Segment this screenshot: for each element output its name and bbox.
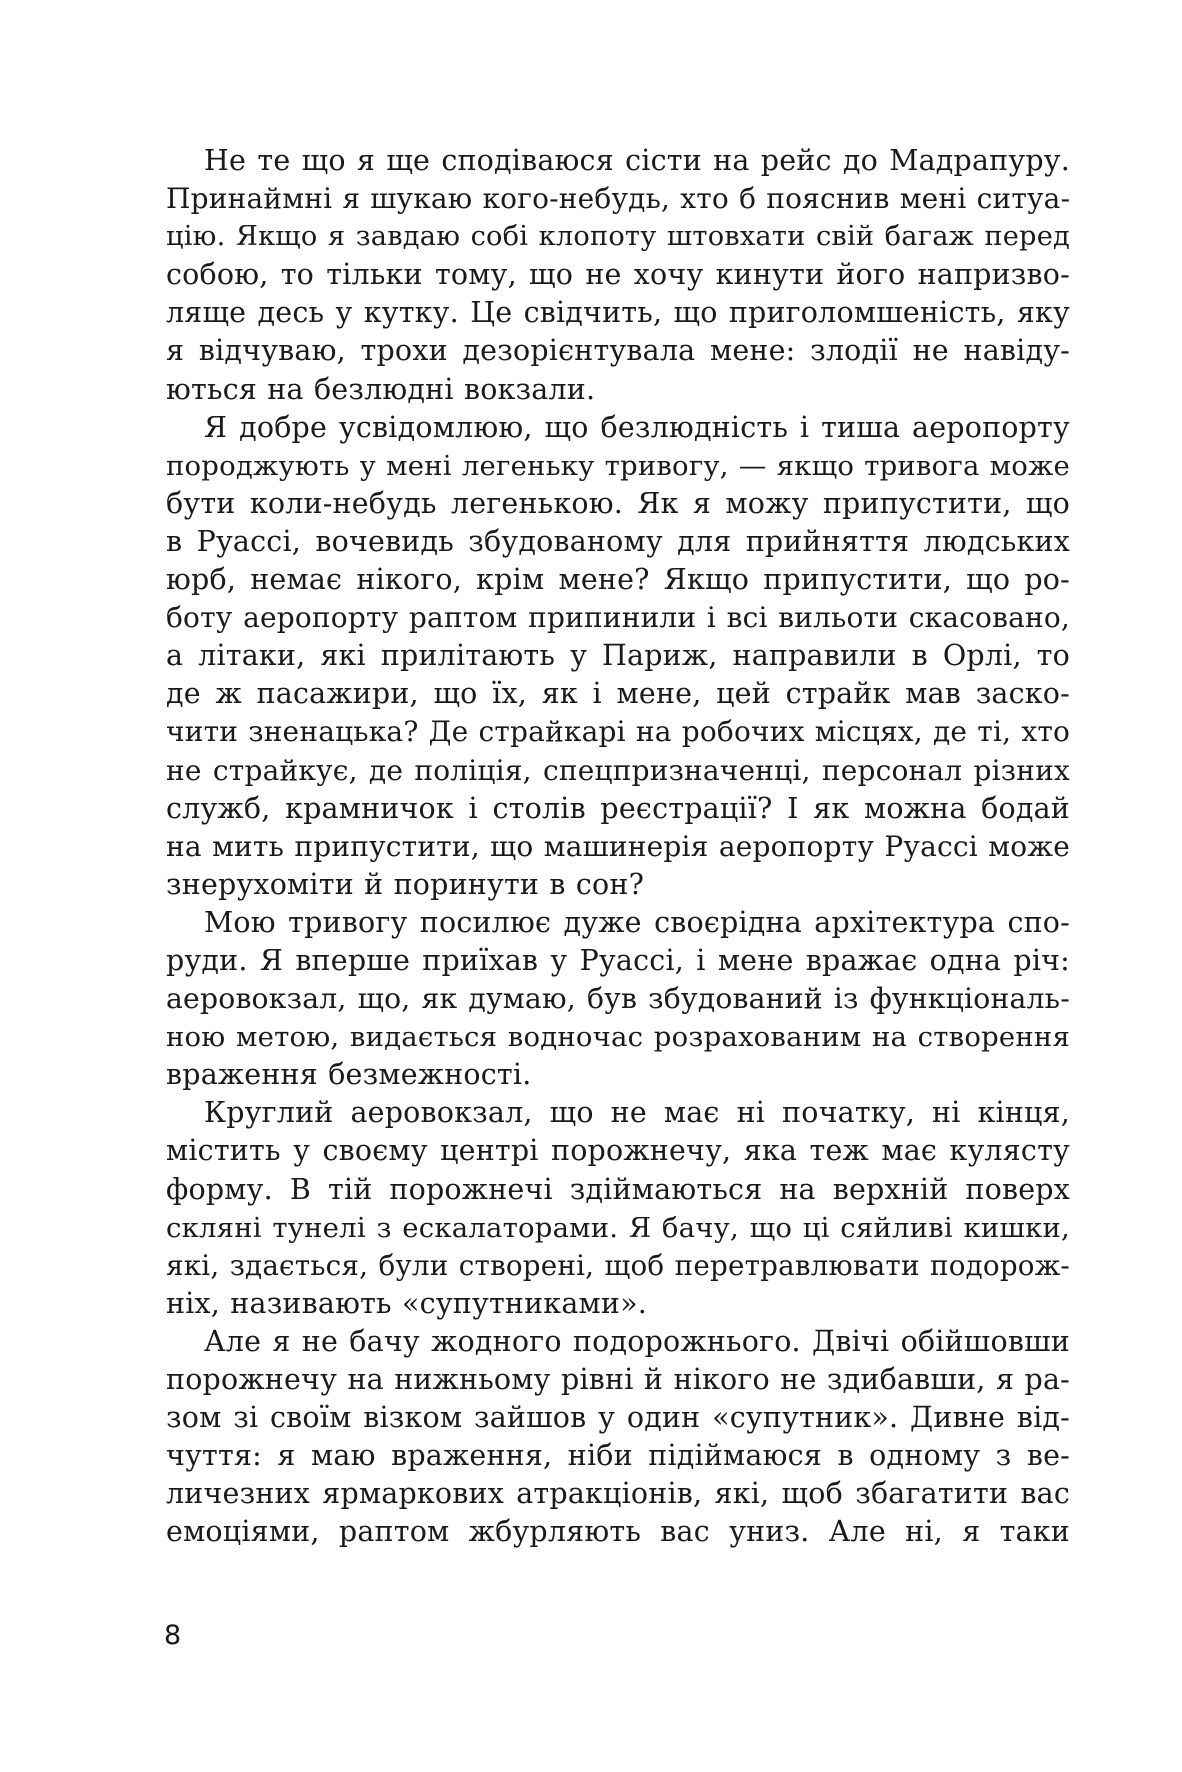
text-line: які, здається, були створені, щоб перетравлювати подорож- [166,1248,1070,1282]
text-line: Я добре усвідомлюю, що безлюдність і тиша аеропорту [204,410,1070,444]
text-line: містить у своєму центрі порожнечу, яка теж має кулясту [166,1134,1070,1168]
text-line: Але я не бачу жодного подорожнього. Двічі обійшовши [204,1324,1070,1358]
text-line: руди. Я вперше приїхав у Руассі, і мене вражає одна річ: [166,943,1070,977]
text-line: скляні тунелі з ескалаторами. Я бачу, що ці сяйливі кишки, [166,1211,1070,1244]
page-number: 8 [164,1620,182,1651]
text-line: чуття: я маю враження, ніби підіймаюся в одному з ве- [166,1439,1070,1473]
text-line: зом зі своїм візком зайшов у один «супутник». Дивне від- [166,1401,1070,1435]
text-line: ляще десь у кутку. Це свідчить, що приголомшеність, яку [166,296,1070,330]
text-line: Мою тривогу посилює дуже своєрідна архітектура спо- [204,905,1070,939]
text-line: де ж пасажири, що їх, як і мене, цей страйк мав заско- [166,677,1070,711]
text-line: я відчуваю, трохи дезорієнтувала мене: злодії не навіду- [166,334,1070,368]
text-line: боту аеропорту раптом припинили і всі вильоти скасовано, [166,601,1070,635]
body-text [166,142,1070,1551]
text-line: Принаймні я шукаю кого-небудь, хто б пояснив мені ситуа- [166,182,1071,216]
text-line: емоціями, раптом жбурляють вас униз. Але ні, я таки [166,1515,1070,1549]
text-line: порожнечу на нижньому рівні й нікого не здибавши, я ра- [166,1363,1070,1396]
text-line: а літаки, які прилітають у Париж, направили в Орлі, то [166,639,1070,673]
text-line: цію. Якщо я завдаю собі клопоту штовхати свій багаж перед [166,221,1070,253]
text-line: бути коли-небудь легенькою. Як я можу припустити, що [166,486,1070,520]
text-line: знерухоміти й поринути в сон? [166,867,645,901]
paragraph [166,142,1070,409]
paragraph [166,409,1070,904]
text-line: форму. В тій порожнечі здіймаються на верхній поверх [166,1172,1070,1206]
text-line: юрб, немає нікого, крім мене? Якщо припустити, що ро- [166,563,1070,597]
text-line: служб, крамничок і столів реєстрації? І як можна бодай [166,791,1070,825]
text-line: личезних ярмаркових атракціонів, які, щоб збагатити вас [166,1477,1070,1511]
text-line: аеровокзал, що, як думаю, був збудований із функціональ- [166,982,1070,1016]
text-line: ніх, називають «супутниками». [166,1286,647,1320]
text-line: Круглий аеровокзал, що не має ні початку, ні кінця, [204,1096,1070,1130]
paragraph [166,904,1070,1094]
text-line: породжують у мені легеньку тривогу, — якщо тривога може [166,449,1070,482]
text-line: на мить припустити, що машинерія аеропорту Руассі може [166,829,1070,863]
paragraph [166,1094,1070,1323]
text-line: ються на безлюдні вокзали. [166,372,596,406]
text-line: Не те що я ще сподіваюся сісти на рейс до Мадрапуру. [204,144,1070,177]
text-line: не страйкує, де поліція, спецпризначенці, персонал різних [166,753,1070,787]
text-line: враження безмежності. [166,1058,532,1092]
text-line: чити зненацька? Де страйкарі на робочих місцях, де ті, хто [166,715,1071,749]
text-line: собою, то тільки тому, що не хочу кинути його напризво- [166,258,1070,292]
text-line: в Руассі, вочевидь збудованому для прийняття людських [166,524,1070,558]
paragraph [166,1323,1070,1552]
text-line: ною метою, видається водночас розрахованим на створення [166,1021,1070,1054]
